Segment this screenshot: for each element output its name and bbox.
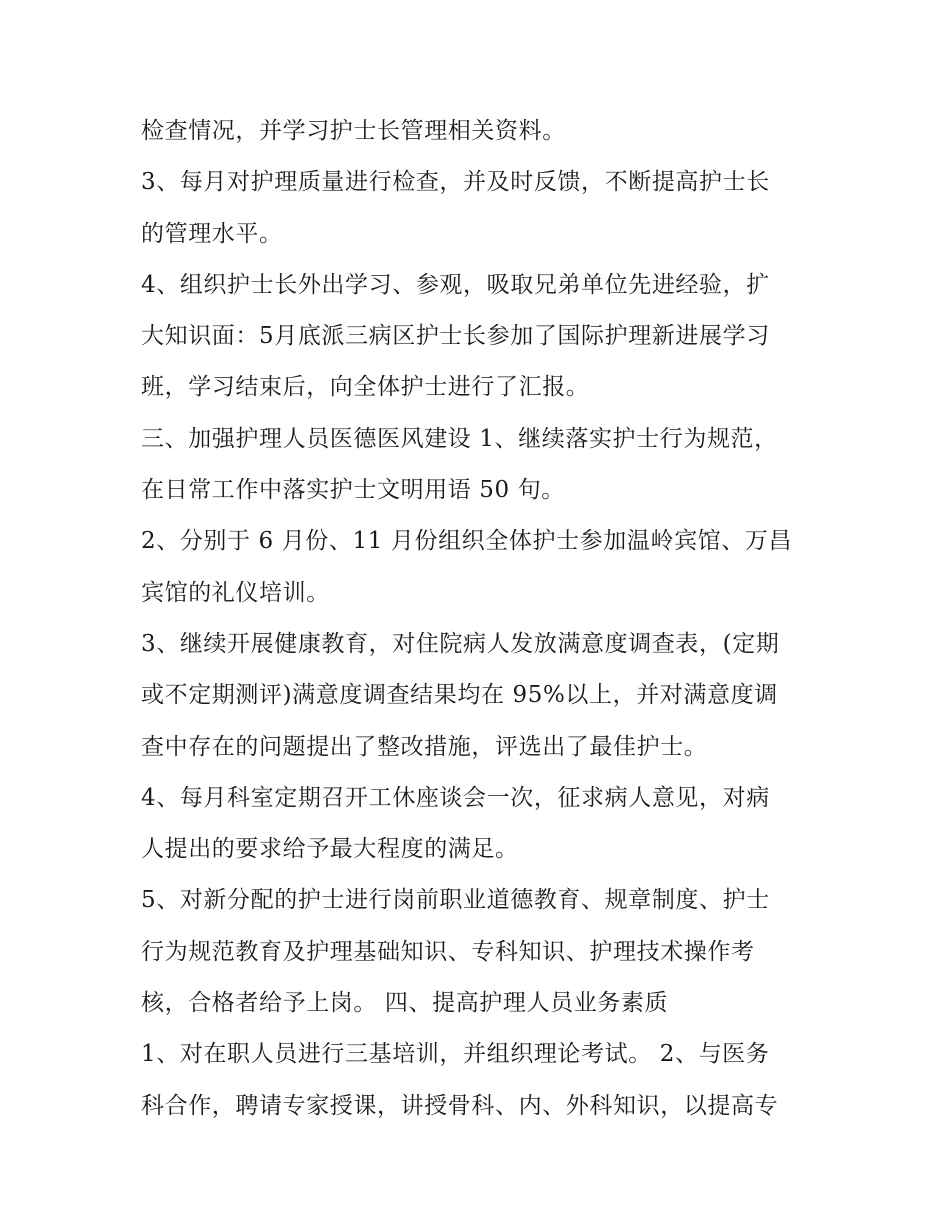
document-body (141, 106, 821, 1132)
text-line: 行为规范教育及护理基础知识、专科知识、护理技术操作考 (141, 938, 755, 965)
text-line: 1、对在职人员进行三基培训，并组织理论考试。 2、与医务 (141, 1041, 770, 1068)
text-line: 4、每月科室定期召开工休座谈会一次，征求病人意见，对病 (141, 784, 770, 811)
text-line: 三、加强护理人员医德医风建设 1、继续落实护士行为规范， (141, 425, 778, 452)
text-line: 核，合格者给予上岗。 四、提高护理人员业务素质 (141, 990, 669, 1017)
text-line: 或不定期测评)满意度调查结果均在 95%以上，并对满意度调 (141, 682, 778, 709)
text-line: 查中存在的问题提出了整改措施，评选出了最佳护士。 (141, 733, 708, 760)
text-line: 宾馆的礼仪培训。 (141, 579, 330, 606)
text-line: 的管理水平。 (141, 220, 283, 247)
text-line: 班，学习结束后，向全体护士进行了汇报。 (141, 374, 590, 401)
text-line: 科合作，聘请专家授课，讲授骨科、内、外科知识，以提高专 (141, 1092, 779, 1119)
text-line: 3、继续开展健康教育，对住院病人发放满意度调查表，(定期 (141, 630, 780, 657)
text-line: 2、分别于 6 月份、11 月份组织全体护士参加温岭宾馆、万昌 (141, 528, 793, 555)
text-line: 检查情况，并学习护士长管理相关资料。 (141, 118, 566, 144)
text-line: 人提出的要求给予最大程度的满足。 (141, 836, 519, 863)
text-line: 在日常工作中落实护士文明用语 50 句。 (141, 477, 565, 504)
text-line: 4、组织护士长外出学习、参观，吸取兄弟单位先进经验，扩 (141, 271, 770, 298)
text-line: 3、每月对护理质量进行检查，并及时反馈，不断提高护士长 (141, 169, 770, 196)
text-line: 大知识面：5月底派三病区护士长参加了国际护理新进展学习 (141, 323, 770, 350)
text-line: 5、对新分配的护士进行岗前职业道德教育、规章制度、护士 (141, 887, 770, 914)
